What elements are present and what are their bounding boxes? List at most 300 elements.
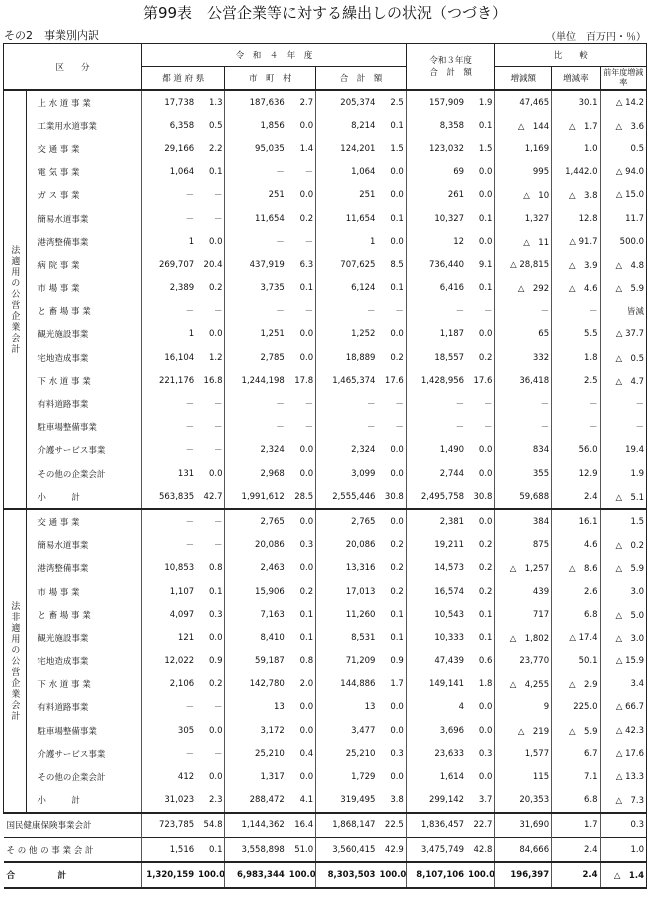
table-cell: 28.5 xyxy=(294,491,314,502)
table-cell: － xyxy=(395,423,404,434)
table-cell: 42.8 xyxy=(466,838,495,863)
table-cell: － xyxy=(213,400,223,411)
table-cell: 157,909 xyxy=(406,90,466,114)
row-label: 下 水 道 事 業 xyxy=(37,376,91,387)
row-label: 港湾整備事業 xyxy=(37,564,89,575)
table-cell: － xyxy=(483,307,493,318)
table-cell: 6.7 xyxy=(552,742,600,765)
table-cell: 0.0 xyxy=(299,352,314,363)
row-label: 国民健康保険事業会計 xyxy=(4,813,142,838)
table-cell: 18,889 xyxy=(316,346,378,369)
table-cell: 47,465 xyxy=(495,90,552,114)
table-cell: － xyxy=(483,400,493,411)
table-cell: △ 14.2 xyxy=(600,90,646,114)
table-row xyxy=(4,137,647,160)
table-cell: △ 1,802 xyxy=(495,626,552,649)
table-cell: 0.2 xyxy=(478,586,493,597)
table-cell: 0.2 xyxy=(390,586,404,597)
table-cell: 95,035 xyxy=(225,137,287,160)
table-cell: 13 xyxy=(316,696,378,719)
table-cell: 8,358 xyxy=(406,114,466,137)
table-cell: － xyxy=(142,207,197,230)
table-cell: 305 xyxy=(142,719,197,742)
table-row xyxy=(4,650,647,673)
table-row xyxy=(4,230,647,253)
table-cell: 14,573 xyxy=(406,557,466,580)
table-cell: － xyxy=(142,742,197,765)
table-cell: 3,696 xyxy=(406,719,466,742)
table-cell: 31,690 xyxy=(495,813,552,838)
table-cell: 3,560,415 xyxy=(316,838,378,863)
table-cell: 0.0 xyxy=(208,236,223,247)
table-cell: 16,574 xyxy=(406,580,466,603)
table-cell: 0.0 xyxy=(478,329,493,340)
table-cell: － xyxy=(316,300,378,323)
table-cell: 30.8 xyxy=(473,491,493,502)
table-cell: △ 2.9 xyxy=(552,673,600,696)
table-cell: 1,577 xyxy=(495,742,552,765)
table-cell: 0.0 xyxy=(208,632,223,643)
table-cell: 1.9 xyxy=(466,90,495,114)
table-cell: 834 xyxy=(495,439,552,462)
table-cell: 2,324 xyxy=(316,439,378,462)
table-cell: △ 37.7 xyxy=(600,323,646,346)
table-cell: 1,856 xyxy=(225,114,287,137)
row-label: ガ ス 事 業 xyxy=(37,191,80,202)
table-cell: 0.0 xyxy=(299,190,314,201)
table-cell: △ 5.0 xyxy=(600,603,646,626)
table-cell: 0.2 xyxy=(208,679,223,690)
table-cell: － xyxy=(142,416,197,439)
table-cell: 2,389 xyxy=(142,277,197,300)
table-cell: 196,397 xyxy=(495,862,552,888)
table-cell: 1.9 xyxy=(600,462,646,485)
row-label: 観光施設事業 xyxy=(37,633,89,644)
table-cell: △ 42.3 xyxy=(600,719,646,742)
table-cell: 0.0 xyxy=(299,329,314,340)
table-row xyxy=(4,673,647,696)
table-cell: 0.2 xyxy=(299,586,314,597)
row-label: そ の 他 の 事 業 会 計 xyxy=(4,838,142,863)
table-row xyxy=(4,813,647,838)
table-cell: 0.1 xyxy=(390,120,404,131)
table-cell: 4,097 xyxy=(142,603,197,626)
table-cell: 20,086 xyxy=(316,534,378,557)
table-cell: △ 219 xyxy=(495,719,552,742)
table-cell: 0.0 xyxy=(299,468,314,479)
table-cell: 0.0 xyxy=(299,702,314,713)
table-cell: 205,374 xyxy=(316,90,378,114)
table-cell: 0.0 xyxy=(390,702,404,713)
table-cell: 8,107,106 xyxy=(406,862,466,888)
header-zougen: 増減額 xyxy=(495,67,552,91)
table-cell: 0.3 xyxy=(208,609,223,620)
table-cell: 0.2 xyxy=(390,540,404,551)
table-cell: △ 4.6 xyxy=(552,277,600,300)
table-cell: 1.8 xyxy=(478,679,493,690)
table-row xyxy=(4,207,647,230)
table-cell: 1,144,362 xyxy=(225,813,287,838)
table-cell: 3.0 xyxy=(600,580,646,603)
table-cell: 0.0 xyxy=(478,190,493,201)
row-label: 市 場 事 業 xyxy=(37,284,80,295)
table-cell: 18,557 xyxy=(406,346,466,369)
row-label: 市 場 事 業 xyxy=(37,587,80,598)
table-cell: 2.4 xyxy=(552,862,600,888)
table-cell: 20.4 xyxy=(203,259,223,270)
table-cell: 1,614 xyxy=(406,765,466,788)
table-row xyxy=(4,509,647,533)
table-cell: 1.7 xyxy=(552,813,600,838)
table-cell: 384 xyxy=(495,509,552,533)
table-cell: 6.8 xyxy=(552,789,600,813)
data-table xyxy=(3,43,647,889)
table-cell: 0.1 xyxy=(196,838,225,863)
table-cell: 12,022 xyxy=(142,650,197,673)
row-label: と 畜 場 事 業 xyxy=(37,307,91,318)
table-cell: 0.2 xyxy=(478,563,493,574)
table-cell: △ 0.5 xyxy=(600,346,646,369)
table-cell: △ 17.6 xyxy=(600,742,646,765)
row-label: 簡易水道事業 xyxy=(37,214,89,225)
table-cell: 2,106 xyxy=(142,673,197,696)
table-cell: － xyxy=(142,534,197,557)
table-cell: △ 5.9 xyxy=(552,719,600,742)
table-cell: 17.8 xyxy=(294,375,314,386)
table-cell: 2,744 xyxy=(406,462,466,485)
table-cell: 0.1 xyxy=(390,213,404,224)
table-cell: △ 4.8 xyxy=(600,253,646,276)
table-cell: 251 xyxy=(316,184,378,207)
table-cell: 0.0 xyxy=(208,725,223,736)
table-cell: － xyxy=(142,696,197,719)
table-cell: 144,886 xyxy=(316,673,378,696)
table-row xyxy=(4,626,647,649)
table-cell: 31,023 xyxy=(142,789,197,813)
table-cell: 437,919 xyxy=(225,253,287,276)
row-label: 駐車場整備事業 xyxy=(37,423,97,434)
table-cell: 17,738 xyxy=(142,90,197,114)
page-title: 第99表 公営企業等に対する繰出しの状況（つづき） xyxy=(142,4,508,22)
table-cell: 2,765 xyxy=(225,509,287,533)
table-cell: 59,187 xyxy=(225,650,287,673)
table-cell: 30.1 xyxy=(552,90,600,114)
table-cell: － xyxy=(304,400,314,411)
table-cell: 2,555,446 xyxy=(316,485,378,509)
table-cell: 1.5 xyxy=(478,143,493,154)
row-label: 宅地造成事業 xyxy=(37,657,89,668)
table-cell: 2.3 xyxy=(208,795,223,806)
group-bracket xyxy=(26,90,34,509)
table-cell: 20,353 xyxy=(495,789,552,813)
table-cell: － xyxy=(225,230,287,253)
table-cell: 1,428,956 xyxy=(406,369,466,392)
table-cell: 149,141 xyxy=(406,673,466,696)
table-cell: － xyxy=(196,509,225,533)
table-cell: 3.7 xyxy=(478,795,493,806)
table-cell: － xyxy=(406,416,466,439)
table-cell: 0.5 xyxy=(600,137,646,160)
table-cell: 2.2 xyxy=(208,143,223,154)
table-cell: － xyxy=(225,300,287,323)
table-cell: 0.0 xyxy=(478,725,493,736)
table-cell: 8,531 xyxy=(316,626,378,649)
table-row xyxy=(4,765,647,788)
row-label: その他の企業会計 xyxy=(37,469,106,480)
table-cell: 1,064 xyxy=(316,161,378,184)
table-cell: 10,333 xyxy=(406,626,466,649)
table-row xyxy=(4,485,647,509)
table-cell: 11,654 xyxy=(316,207,378,230)
table-cell: 20,086 xyxy=(225,534,287,557)
table-cell: 4.6 xyxy=(552,534,600,557)
table-cell: 8.5 xyxy=(390,259,404,270)
table-cell: 439 xyxy=(495,580,552,603)
table-cell: 30.8 xyxy=(384,491,404,502)
table-cell: 0.2 xyxy=(208,283,223,294)
table-cell: 10,543 xyxy=(406,603,466,626)
table-cell: 17,013 xyxy=(316,580,378,603)
table-cell: 1,107 xyxy=(142,580,197,603)
table-row xyxy=(4,323,647,346)
table-cell: 16.1 xyxy=(552,509,600,533)
header-gokei: 合 計 額 xyxy=(316,67,407,91)
table-cell: △ 1,257 xyxy=(495,557,552,580)
row-label: 病 院 事 業 xyxy=(37,260,80,271)
table-cell: 84,666 xyxy=(495,838,552,863)
table-cell: 100.0 xyxy=(466,862,495,888)
table-cell: 0.0 xyxy=(478,236,493,247)
table-cell: 1.0 xyxy=(552,137,600,160)
table-cell: 11.7 xyxy=(600,207,646,230)
section-subtitle: その2 事業別内訳 xyxy=(4,29,99,42)
table-cell: 0.0 xyxy=(390,468,404,479)
table-cell: 0.9 xyxy=(208,656,223,667)
table-cell: 0.0 xyxy=(478,167,493,178)
table-cell: 121 xyxy=(142,626,197,649)
table-cell: 0.0 xyxy=(299,563,314,574)
table-cell: 0.5 xyxy=(208,120,223,131)
table-cell: 6,416 xyxy=(406,277,466,300)
table-cell: 9 xyxy=(495,696,552,719)
header-hikaku: 比 較 xyxy=(495,44,647,67)
table-cell: △ 15.0 xyxy=(600,184,646,207)
table-cell: △ 17.4 xyxy=(552,626,600,649)
table-cell: 3,735 xyxy=(225,277,287,300)
table-cell: 995 xyxy=(495,161,552,184)
table-row xyxy=(4,696,647,719)
table-cell: 50.1 xyxy=(552,650,600,673)
row-label: 宅地造成事業 xyxy=(37,353,89,364)
row-label: 駐車場整備事業 xyxy=(37,726,97,737)
table-cell: 288,472 xyxy=(225,789,287,813)
table-cell: 12.8 xyxy=(552,207,600,230)
table-cell: 1.4 xyxy=(299,143,314,154)
row-label: 簡易水道事業 xyxy=(37,541,89,552)
table-row xyxy=(4,603,647,626)
table-cell: △ 28,815 xyxy=(495,253,552,276)
table-cell: 0.0 xyxy=(208,468,223,479)
table-cell: 1,317 xyxy=(225,765,287,788)
table-cell: 0.0 xyxy=(299,772,314,783)
table-cell: － xyxy=(225,161,287,184)
table-cell: 0.1 xyxy=(478,120,493,131)
table-cell: 299,142 xyxy=(406,789,466,813)
table-cell: 0.0 xyxy=(390,236,404,247)
table-cell: 0.1 xyxy=(299,283,314,294)
table-cell: 11,260 xyxy=(316,603,378,626)
table-cell: △ 0.2 xyxy=(600,534,646,557)
table-row xyxy=(4,580,647,603)
table-cell: 47,439 xyxy=(406,650,466,673)
table-cell: 1,327 xyxy=(495,207,552,230)
header-r3-label: 令和３年度 xyxy=(429,55,472,66)
row-label: 合 計 xyxy=(4,862,142,888)
table-cell: △ 3.8 xyxy=(552,184,600,207)
table-cell: － xyxy=(304,307,314,318)
table-cell: 3,477 xyxy=(316,719,378,742)
table-cell: 22.5 xyxy=(377,813,406,838)
table-cell: － xyxy=(600,416,646,439)
table-cell: 16.4 xyxy=(287,813,316,838)
table-cell: － xyxy=(316,392,378,415)
table-cell: 17.6 xyxy=(384,375,404,386)
table-cell: △ 5.1 xyxy=(600,485,646,509)
table-cell: 1,868,147 xyxy=(316,813,378,838)
header-zougenritsu: 増減率 xyxy=(552,67,600,91)
table-cell: 29,166 xyxy=(142,137,197,160)
table-cell: 0.0 xyxy=(466,509,495,533)
table-cell: － xyxy=(316,416,378,439)
table-cell: 2,495,758 xyxy=(406,485,466,509)
table-cell: 0.1 xyxy=(478,632,493,643)
table-cell: 225.0 xyxy=(552,696,600,719)
table-cell: 8,303,503 xyxy=(316,862,378,888)
table-cell: 2,968 xyxy=(225,462,287,485)
table-cell: 16,104 xyxy=(142,346,197,369)
table-cell: 736,440 xyxy=(406,253,466,276)
table-cell: 1,169 xyxy=(495,137,552,160)
table-cell: 723,785 xyxy=(142,813,197,838)
table-cell: 3,172 xyxy=(225,719,287,742)
table-cell: 65 xyxy=(495,323,552,346)
table-cell: △ 94.0 xyxy=(600,161,646,184)
group-label: 法非適用の公営企業会計 xyxy=(4,509,27,812)
table-cell: － xyxy=(552,392,600,415)
table-cell: 707,625 xyxy=(316,253,378,276)
table-cell: 23,633 xyxy=(406,742,466,765)
table-cell: 1,251 xyxy=(225,323,287,346)
table-cell: 10,853 xyxy=(142,557,197,580)
table-cell: － xyxy=(142,184,197,207)
table-cell: 0.1 xyxy=(478,213,493,224)
table-cell: 0.0 xyxy=(478,702,493,713)
table-cell: 皆減 xyxy=(600,300,646,323)
table-cell: 0.0 xyxy=(299,445,314,456)
row-label: 有料道路事業 xyxy=(37,400,89,411)
row-label: 上 水 道 事 業 xyxy=(34,90,141,114)
table-row xyxy=(4,789,647,813)
table-cell: 3,475,749 xyxy=(406,838,466,863)
table-cell: 2.7 xyxy=(287,90,316,114)
table-cell: 1,442.0 xyxy=(552,161,600,184)
table-cell: 36,418 xyxy=(495,369,552,392)
table-cell: 100.0 xyxy=(287,862,316,888)
table-cell: 1 xyxy=(316,230,378,253)
table-cell: － xyxy=(213,423,223,434)
table-cell: 8,410 xyxy=(225,626,287,649)
table-cell: 0.2 xyxy=(390,352,404,363)
table-cell: － xyxy=(213,703,223,714)
table-cell: 1.5 xyxy=(390,143,404,154)
table-cell: 2,381 xyxy=(406,509,466,533)
table-cell: 717 xyxy=(495,603,552,626)
table-cell: △ 1.7 xyxy=(552,114,600,137)
table-cell: 12 xyxy=(406,230,466,253)
table-cell: 0.4 xyxy=(299,748,314,759)
table-cell: 0.0 xyxy=(390,329,404,340)
table-cell: － xyxy=(304,423,314,434)
row-label: 介護サービス事業 xyxy=(37,749,106,760)
table-cell: 221,176 xyxy=(142,369,197,392)
row-label: 下 水 道 事 業 xyxy=(37,680,91,691)
table-cell: 875 xyxy=(495,534,552,557)
table-cell: △ 8.6 xyxy=(552,557,600,580)
table-cell: － xyxy=(225,416,287,439)
table-cell: 1,187 xyxy=(406,323,466,346)
table-cell: 0.0 xyxy=(478,468,493,479)
table-row xyxy=(4,557,647,580)
table-row xyxy=(4,862,647,888)
table-cell: － xyxy=(495,300,552,323)
table-cell: 0.1 xyxy=(390,632,404,643)
table-cell: 0.1 xyxy=(208,586,223,597)
table-cell: 0.0 xyxy=(390,190,404,201)
table-cell: △ 7.3 xyxy=(600,789,646,813)
table-row xyxy=(4,114,647,137)
table-row xyxy=(4,300,647,323)
table-cell: 3,558,898 xyxy=(225,838,287,863)
table-cell: 0.9 xyxy=(390,656,404,667)
header-r3 xyxy=(406,44,495,91)
table-cell: 1,320,159 xyxy=(142,862,197,888)
table-cell: △ 5.9 xyxy=(600,277,646,300)
table-cell: 0.0 xyxy=(377,509,406,533)
table-cell: 0.3 xyxy=(600,813,646,838)
table-cell: － xyxy=(406,392,466,415)
table-cell: 1.5 xyxy=(600,509,646,533)
row-label: 小 計 xyxy=(37,492,80,503)
table-cell: 1,465,374 xyxy=(316,369,378,392)
table-cell: 6,124 xyxy=(316,277,378,300)
table-cell: 6.3 xyxy=(299,259,314,270)
table-cell: 124,201 xyxy=(316,137,378,160)
table-cell: 100.0 xyxy=(377,862,406,888)
table-cell: 0.1 xyxy=(208,167,223,178)
table-cell: － xyxy=(142,392,197,415)
table-cell: 332 xyxy=(495,346,552,369)
table-cell: 0.0 xyxy=(287,509,316,533)
table-cell: △ 4,255 xyxy=(495,673,552,696)
table-cell: 251 xyxy=(225,184,287,207)
table-cell: － xyxy=(495,392,552,415)
table-cell: － xyxy=(483,423,493,434)
table-cell: － xyxy=(304,237,314,248)
table-cell: － xyxy=(213,749,223,760)
row-label: 観光施設事業 xyxy=(37,330,89,341)
table-cell: 0.8 xyxy=(208,563,223,574)
table-row xyxy=(4,534,647,557)
